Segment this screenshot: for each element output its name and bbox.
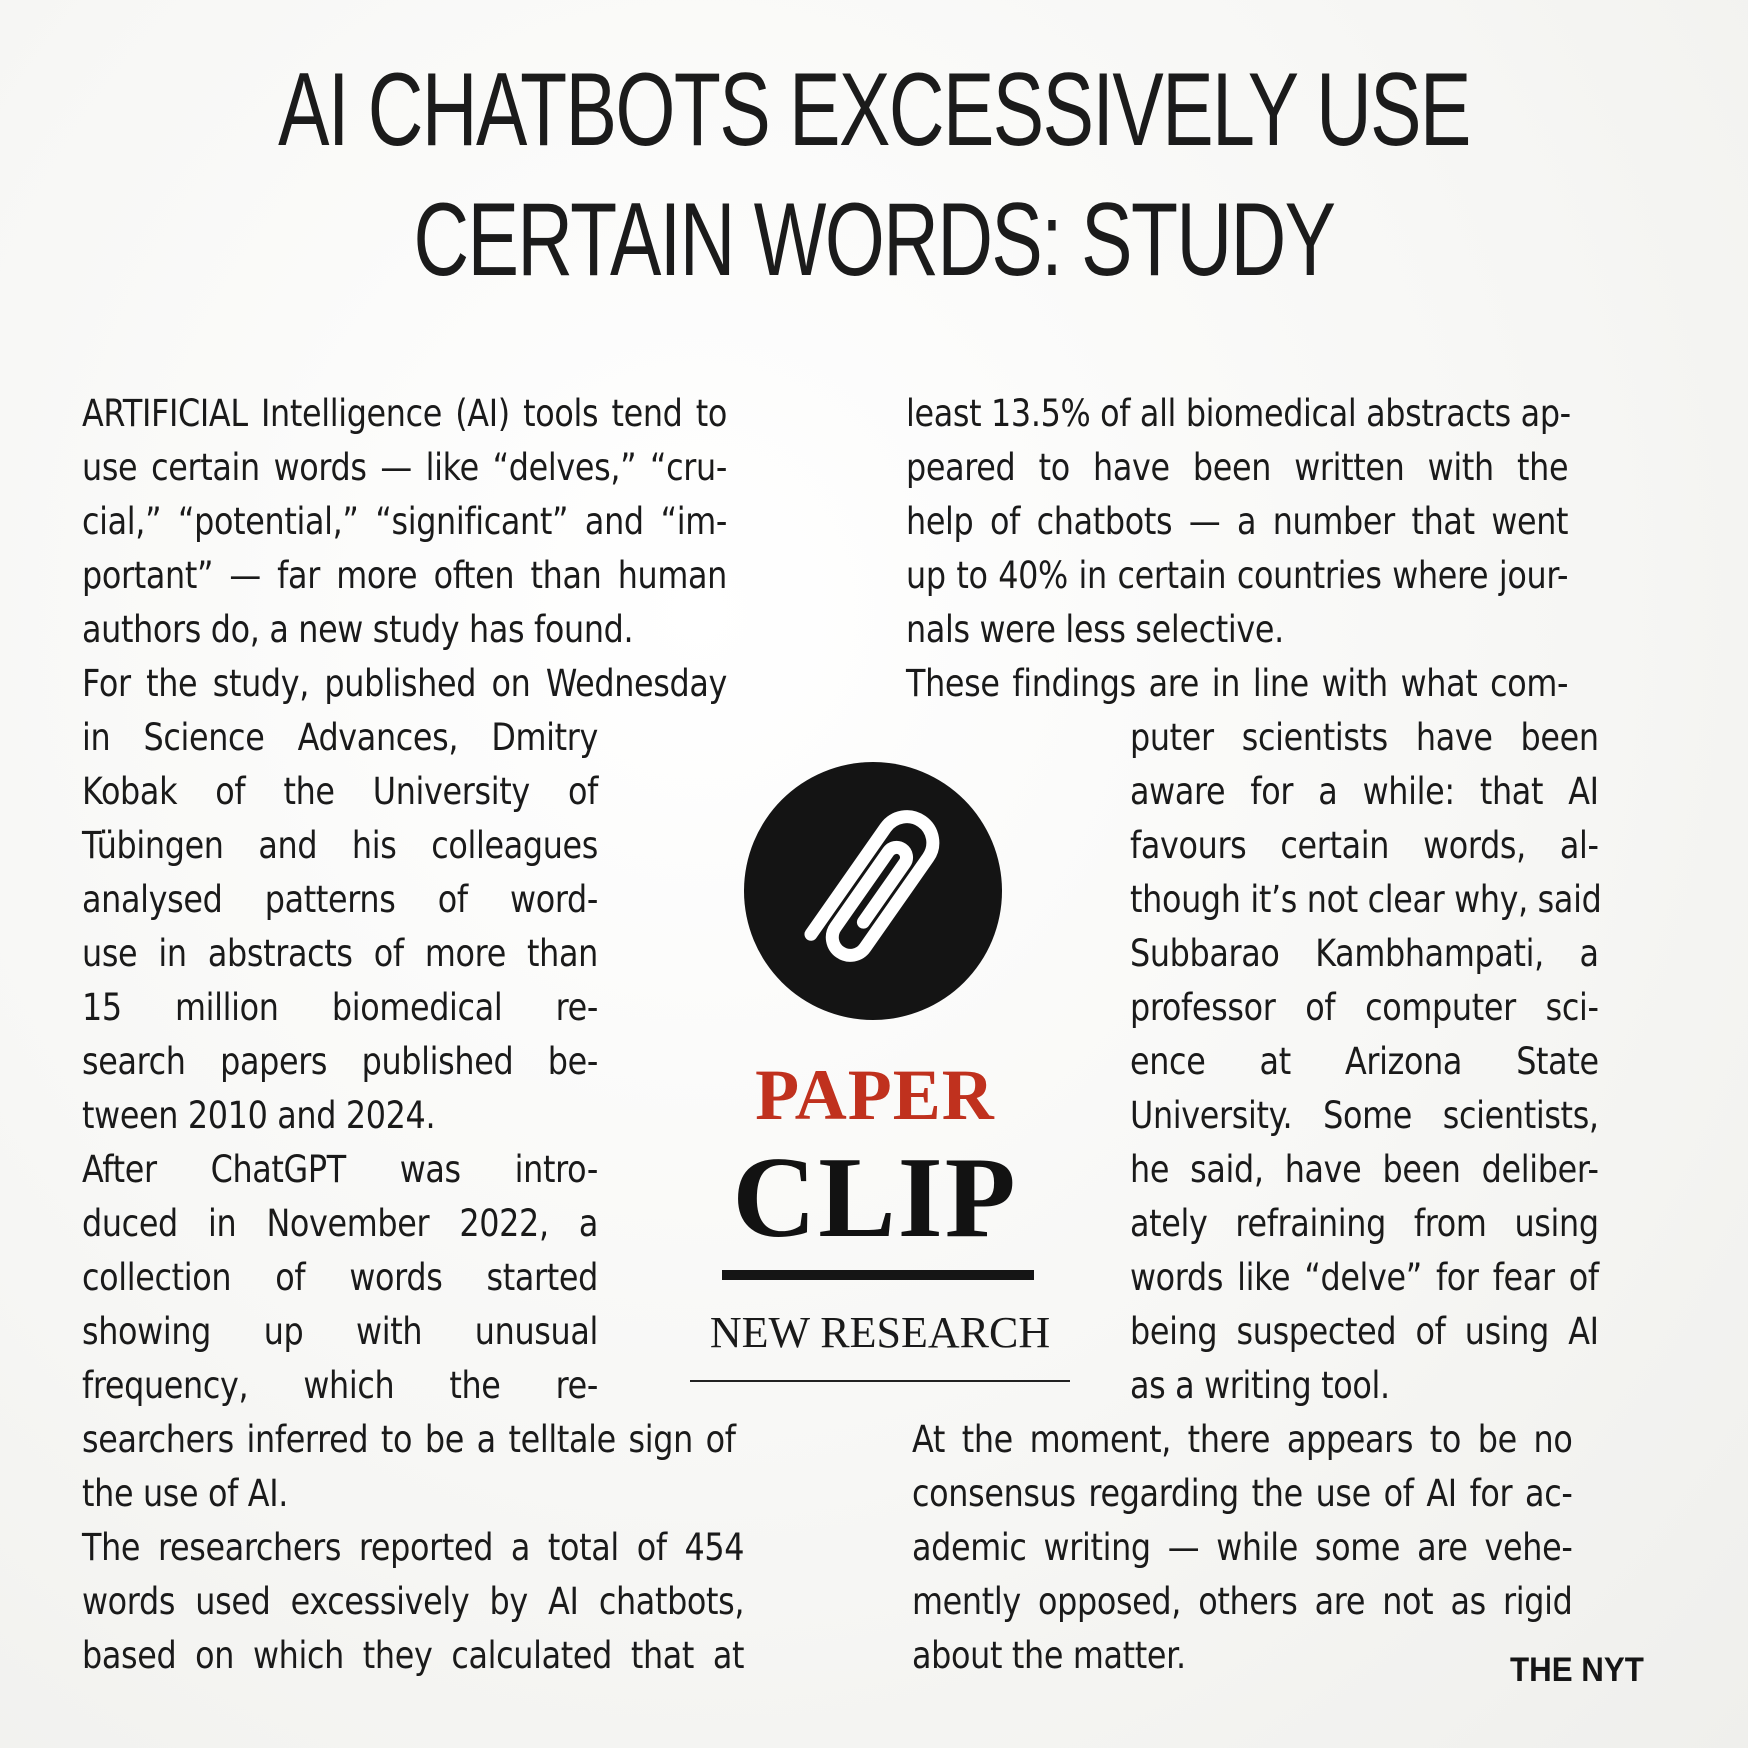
body-line: University. Some scientists, [1130,1094,1599,1137]
body-line: duced in November 2022, a [82,1202,598,1245]
body-line: collection of words started [82,1256,598,1299]
body-line: based on which they calculated that at [82,1634,745,1677]
body-line: puter scientists have been [1130,716,1599,759]
body-line: use certain words — like “delves,” “cru- [82,446,727,489]
body-line: the use of AI. [82,1472,289,1515]
body-line: professor of computer sci- [1130,986,1599,1029]
body-line: searchers inferred to be a telltale sign of [82,1418,736,1461]
body-line: though it’s not clear why, said [1130,878,1602,921]
body-line: Tübingen and his colleagues [82,824,598,867]
body-line: favours certain words, al- [1130,824,1599,867]
body-line: These findings are in line with what com- [906,662,1569,705]
body-line: words used excessively by AI chatbots, [82,1580,745,1623]
headline-line-1: AI CHATBOTS EXCESSIVELY USE [278,52,1470,168]
body-line: analysed patterns of word- [82,878,598,921]
body-line: portant” — far more often than human [82,554,727,597]
body-line: consensus regarding the use of AI for ac- [912,1472,1573,1515]
body-line: in Science Advances, Dmitry [82,716,598,759]
body-line: At the moment, there appears to be no [912,1418,1573,1461]
body-line: ARTIFICIAL Intelligence (AI) tools tend to [82,392,727,435]
body-line: authors do, a new study has found. [82,608,634,651]
body-line: 15 million biomedical re- [82,986,598,1029]
body-line: words like “delve” for fear of [1130,1256,1599,1299]
body-line: cial,” “potential,” “significant” and “im- [82,500,727,543]
byline: THE NYT [1510,1651,1644,1689]
paperclip-emblem [744,762,1002,1020]
headline-line-2: CERTAIN WORDS: STUDY [413,182,1335,298]
body-line: being suspected of using AI [1130,1310,1599,1353]
paperclip-icon [744,762,1002,1020]
body-line: Kobak of the University of [82,770,598,813]
paper-label: PAPER [755,1055,995,1135]
divider-rule [722,1270,1034,1280]
body-line: After ChatGPT was intro- [82,1148,598,1191]
body-line: showing up with unusual [82,1310,598,1353]
body-line: nals were less selective. [906,608,1284,651]
body-line: as a writing tool. [1130,1364,1390,1407]
body-line: he said, have been deliber- [1130,1148,1599,1191]
section-label: NEW RESEARCH [709,1308,1051,1357]
body-line: least 13.5% of all biomedical abstracts ap- [906,392,1571,435]
body-line: ademic writing — while some are vehe- [912,1526,1573,1569]
body-line: help of chatbots — a number that went [906,500,1569,543]
body-line: ately refraining from using [1130,1202,1599,1245]
body-line: For the study, published on Wednesday [82,662,727,705]
body-line: aware for a while: that AI [1130,770,1599,813]
body-line: frequency, which the re- [82,1364,598,1407]
body-line: The researchers reported a total of 454 [82,1526,745,1569]
body-line: peared to have been written with the [906,446,1569,489]
clip-label: CLIP [732,1134,1018,1262]
body-line: up to 40% in certain countries where jour- [906,554,1569,597]
body-line: about the matter. [912,1634,1186,1677]
body-line: search papers published be- [82,1040,598,1083]
body-line: ence at Arizona State [1130,1040,1599,1083]
divider-rule-thin [690,1380,1070,1382]
body-line: tween 2010 and 2024. [82,1094,436,1137]
body-line: Subbarao Kambhampati, a [1130,932,1599,975]
body-line: use in abstracts of more than [82,932,598,975]
body-line: mently opposed, others are not as rigid [912,1580,1573,1623]
